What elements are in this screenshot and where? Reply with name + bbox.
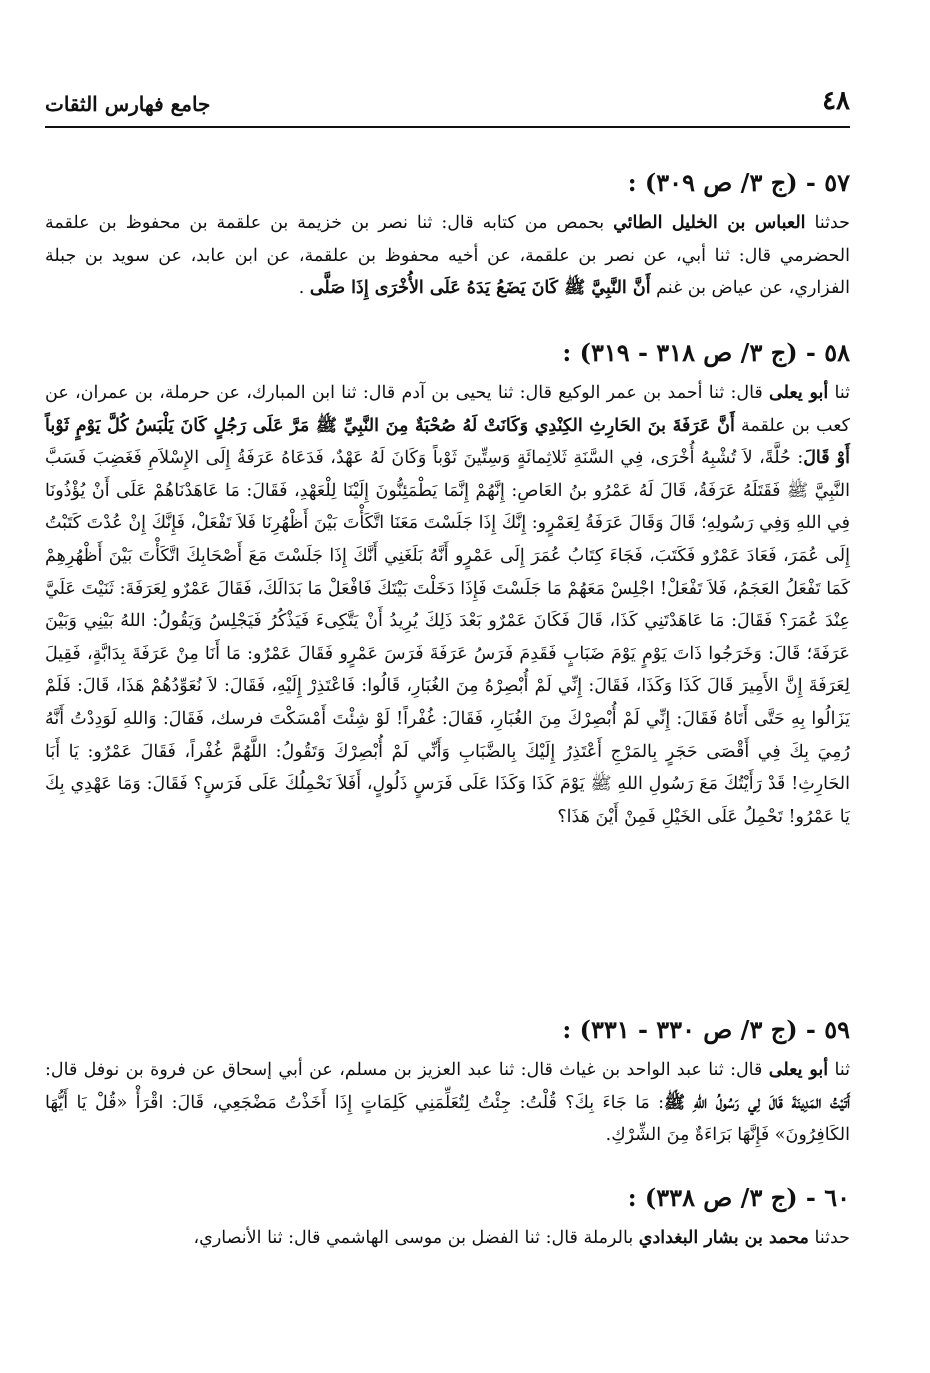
entry-body: حدثنا محمد بن بشار البغدادي بالرملة قال: ثنا الفضل بن موسى الهاشمي قال: ثنا الأنصاري، — [193, 1228, 850, 1248]
hadith-quote: أَتَيْتُ المَدِينَةَ قَالَ لِي رَسُولُ اللهِ ﷺ — [664, 1092, 850, 1113]
narrator-name: العباس بن الخليل الطائي — [613, 213, 806, 233]
entry-heading: ٥٨ - (ج ٣/ ص ٣١٨ - ٣١٩) : — [562, 338, 850, 367]
narrator-name: أبو يعلى — [769, 383, 829, 403]
entry-57 — [45, 165, 850, 305]
narrator-name: محمد بن بشار البغدادي — [638, 1228, 809, 1248]
entry-60 — [45, 1180, 850, 1255]
hadith-quote: أَنَّ عَرَفَةَ بنَ الحَارِثِ الكِنْدِي وَكَانَتْ لَهُ صُحْبَةٌ مِنَ النَّبِيِّ ﷺ مَرَّ عَلَى رَجُلٍ كَانَ يَلْبَسُ كُلَّ يَوْمٍ ثَوْباً أَوْ قَالَ — [45, 415, 850, 469]
book-title: جامع فهارس الثقات — [45, 92, 211, 116]
narrator-name: أبو يعلى — [768, 1060, 829, 1080]
entry-body: ثنا أبو يعلى قال: ثنا أحمد بن عمر الوكيع قال: ثنا يحيى بن آدم قال: ثنا ابن المبارك، عن حرملة، بن عمران، عن كعب بن علقمة أَنَّ عَرَفَةَ بنَ الحَارِثِ الكِنْدِي وَكَانَتْ لَهُ صُحْبَةٌ مِنَ النَّبِيِّ ﷺ مَرَّ عَلَى رَجُلٍ كَانَ يَلْبَسُ كُلَّ يَوْمٍ ثَوْباً أَوْ قَالَ: حُلَّةً، لاَ تُشْبِهُ أُخْرَى، فِي السَّنَةِ ثَلاثِمائَةٍ وَسِتِّينَ ثَوْباً وَكَانَ لَهُ عَهْدٌ، فَدَعَاهُ عَرَفَةُ إِلَى الإِسْلاَمِ فَغَضِبَ فَسَبَّ النَّبِيَّ ﷺ فَقَتَلَهُ عَرَفَةُ، قَالَ لَهُ عَمْرُو بنُ العَاصِ: إِنَّهُمْ إِنَّمَا يَطْمَئِنُّونَ إِلَيْنَا لِلْعَهْدِ، فَقَالَ: مَا عَاهَدْنَاهُمْ عَلَى أَنْ يُؤْذُونَا فِي اللهِ وَفِي رَسُولِهِ؛ قَالَ وَقَالَ عَرَفَةُ لِعَمْرٍو: إِنَّكَ إِذَا جَلَسْتَ مَعَنَا اتَّكَأْتَ بَيْنَ أَظْهُرِنَا فَلاَ تَفْعَلْ، فَإِنَّكَ إِنْ عُدْتَ كَتَبْتُ إِلَى عُمَرَ، فَعَادَ عَمْرٌو فَكَتَبَ، فَجَاءَ كِتَابُ عُمَرَ إِلَى عَمْرٍو أَنَّهُ بَلَغَنِي أَنَّكَ إِذَا جَلَسْتَ مَعَ أَصْحَابِكَ اتَّكَأْتَ بَيْنَ أَظْهُرِهِمْ كَمَا تَفْعَلُ العَجَمُ، فَلاَ تَفْعَلْ! اجْلِسْ مَعَهُمْ مَا جَلَسْتَ فَإِذَا دَخَلْتَ بَيْتَكَ فَافْعَلْ مَا بَدَالَكَ، فَقَالَ عَمْرٌو لِعَرَفَةَ: ثَنَيْتَ عَلَيَّ عِنْدَ عُمَرَ؟ فَقَالَ: مَا عَاهَدْتَنِي كَذَا، قَالَ فَكَانَ عَمْرٌو بَعْدَ ذَلِكَ يُرِيدُ أَنْ يَتَّكِىءَ فَيَذْكُرُ فَيَجْلِسُ وَيَقُولُ: اللهُ بَيْنِي وَبَيْنَ عَرَفَةَ؛ قَالَ: وَخَرَجُوا ذَاتَ يَوْمٍ يَوْمَ ضَبَابٍ فَقَدِمَ فَرَسُ عَرَفَةَ فَرَسَ عَمْرٍو فَقَالَ عَمْرٌو: مَا أَنَا مِنْ عَرَفَةَ بِدَابَّةٍ، فَقِيلَ لِعَرَفَةَ إِنَّ الأَمِيرَ قَالَ كَذَا وَكَذَا، فَقَالَ: إِنِّي لَمْ أُبْصِرْهُ مِنَ الغُبَارِ، قَالُوا: فَاعْتَذِرْ إِلَيْهِ، فَقَالَ: لاَ نُعَوِّدُهُمْ هَذَا، قَالَ: فَلَمْ يَزَالُوا بِهِ حَتَّى أَتَاهُ فَقَالَ: إِنِّي لَمْ أُبْصِرْكَ مِنَ الغُبَارِ، فَقَالَ: غُفْراً! لَوْ شِئْتَ أَمْسَكْتَ فرسك، فَقَالَ: وَاللهِ لَوَدِدْتُ أَنَّهُ رُمِيَ بِكَ فِي أَقْصَى حَجَرٍ بِالمَرْجِ أَعْتَذِرُ إِلَيْكَ بِالضَّبَابِ وَأَنِّي لَمْ أُبْصِرْكَ وَتَقُولُ: اللَّهُمَّ غُفْراً، فَقَالَ عَمْرٌو: يَا أَبَا الحَارِثِ! قَدْ رَأَيْتُكَ مَعَ رَسُولِ اللهِ ﷺ يَوْمَ كَذَا وَكَذَا عَلَى فَرَسٍ ذَلُولٍ، أَفَلاَ نَحْمِلُكَ عَلَى فَرَسٍ؟ فَقَالَ: وَمَا عَهْدِي بِكَ يَا عَمْرُو! تَحْمِلُ عَلَى الخَيْلِ فَمِنْ أَيْنَ هَذَا؟ — [45, 383, 851, 827]
entry-body: ثنا أبو يعلى قال: ثنا عبد الواحد بن غياث قال: ثنا عبد العزيز بن مسلم، عن أبي إسحاق عن فروة بن نوفل قال: أَتَيْتُ المَدِينَةَ قَالَ لِي رَسُولُ اللهِ ﷺ: مَا جَاءَ بِكَ؟ قُلْتُ: جِئْتُ لِتُعَلِّمَنِي كَلِمَاتٍ إِذَا أَخَذْتُ مَضْجَعِي، قَالَ: اقْرَأْ «قُلْ يَا أَيُّهَا الكَافِرُونَ» فَإِنَّهَا بَرَاءَةٌ مِنَ الشِّرْكِ. — [45, 1060, 850, 1145]
page-number: ٤٨ — [822, 86, 850, 116]
hadith-quote: أَنَّ النَّبِيَّ ﷺ كَانَ يَضَعُ يَدَهُ عَلَى الأُخْرَى إِذَا صَلَّى — [309, 278, 651, 298]
entry-heading: ٥٩ - (ج ٣/ ص ٣٣٠ - ٣٣١) : — [562, 1015, 850, 1044]
entry-heading: ٥٧ - (ج ٣/ ص ٣٠٩) : — [627, 168, 850, 197]
entry-heading: ٦٠ - (ج ٣/ ص ٣٣٨) : — [627, 1183, 850, 1212]
entry-59 — [45, 1012, 850, 1152]
entry-body: حدثنا العباس بن الخليل الطائي بحمص من كتابه قال: ثنا نصر بن خزيمة بن علقمة بن محفوظ بن علقمة الحضرمي قال: ثنا أبي، عن نصر بن علقمة، عن أخيه محفوظ بن علقمة، عن ابن عابد، عن سويد بن جبلة الفزاري، عن عياض بن غنم أَنَّ النَّبِيَّ ﷺ كَانَ يَضَعُ يَدَهُ عَلَى الأُخْرَى إِذَا صَلَّى . — [45, 213, 850, 298]
entry-58 — [45, 335, 850, 833]
page-header — [45, 86, 850, 128]
